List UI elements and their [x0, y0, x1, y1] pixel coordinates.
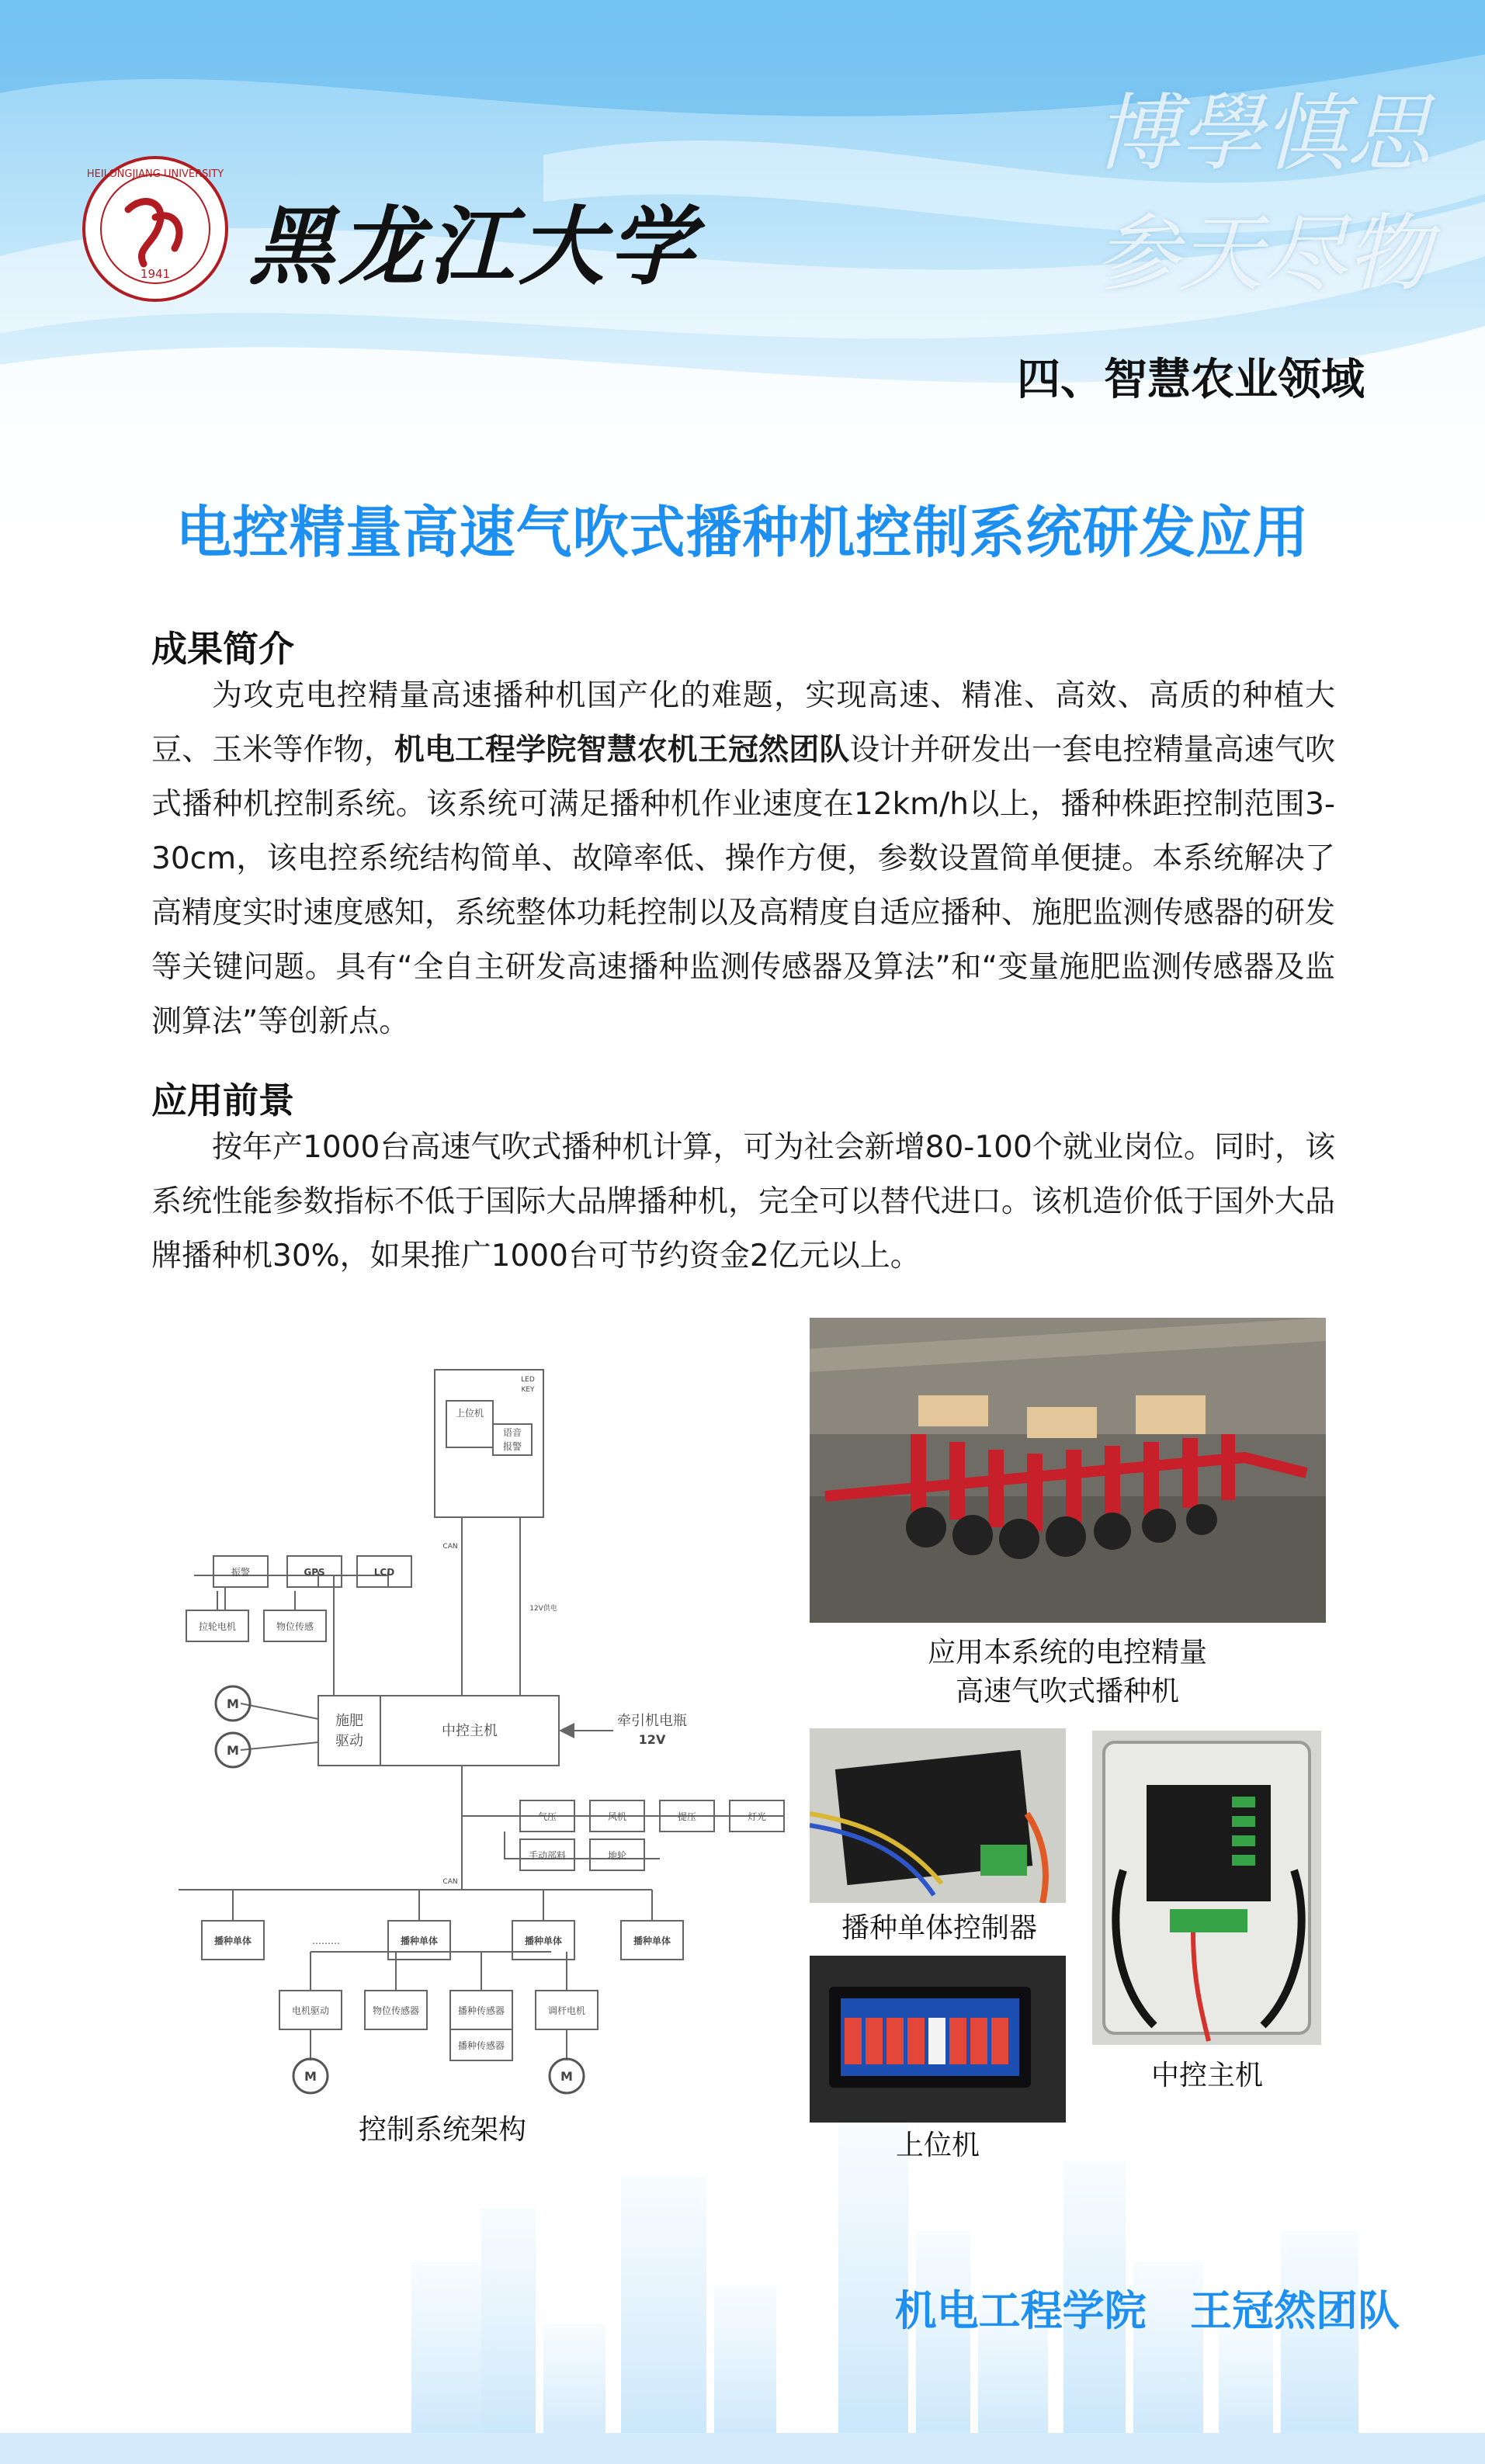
university-motto [1095, 74, 1431, 314]
diagram-seed-motor: 调杆电机 [547, 2005, 586, 2016]
machine-caption-line-1: 应用本系统的电控精量 [927, 1637, 1207, 1669]
university-logo [82, 155, 229, 303]
university-name: 黑龙江大学 [248, 196, 699, 296]
intro-team-highlight: 机电工程学院智慧农机王冠然团队 [394, 733, 850, 768]
diagram-lift: 提压 [677, 1811, 697, 1822]
upper-computer-caption: 上位机 [895, 2130, 980, 2161]
diagram-fert-drive-2: 驱动 [335, 1733, 363, 1749]
diagram-seed-unit: 播种单体 [400, 1936, 439, 1946]
diagram-seed-unit: 播种单体 [633, 1936, 671, 1946]
diagram-buzzer: 振警 [231, 1567, 251, 1578]
diagram-motor-drive: 电机驱动 [291, 2005, 330, 2016]
diagram-wind-pressure: 风机 [607, 1811, 627, 1822]
diagram-main-ctrl: 中控主机 [442, 1723, 498, 1739]
section-tag: 四、智慧农业领域 [1017, 355, 1365, 405]
diagram-motor-m: M [304, 2069, 317, 2084]
diagram-ground-wheel: 地轮 [607, 1850, 627, 1861]
intro-text-before: 为攻克电控精量高速播种机国产化的难题，实现高速、精准、高效、高质的种植大豆、玉米等作物， [151, 678, 1335, 768]
diagram-seed-sensor-2: 播种传感器 [457, 2040, 505, 2051]
machine-caption [862, 1634, 1273, 1711]
diagram-seed-unit: 播种单体 [213, 1936, 252, 1946]
diagram-light: 灯光 [747, 1811, 767, 1822]
main-host-photo [1092, 1731, 1321, 2045]
unit-controller-caption: 播种单体控制器 [841, 1912, 1037, 1944]
diagram-seed-unit: 播种单体 [524, 1936, 563, 1946]
upper-computer-photo [810, 1956, 1066, 2123]
diagram-alarm: 报警 [502, 1441, 522, 1452]
diagram-gps: GPS [304, 1567, 325, 1578]
logo-year: 1941 [140, 267, 171, 281]
diagram-motor-m: M [560, 2069, 573, 2084]
diagram-led: LED [521, 1376, 535, 1384]
diagram-dots: ……… [312, 1936, 340, 1946]
logo-text: HEILONGJIANG UNIVERSITY [86, 168, 224, 180]
prospect-paragraph: 按年产1000台高速气吹式播种机计算，可为社会新增80-100个就业岗位。同时，该系统性能参数指标不低于国际大品牌播种机，完全可以替代进口。该机造价低于国外大品牌播种机30%，如果推广1000台可节约资金2亿元以上。 [151, 1130, 1335, 1274]
diagram-lcd: LCD [373, 1567, 395, 1578]
motto-line-2: 参天尽物 [1095, 206, 1431, 303]
diagram-motor-m: M [227, 1743, 239, 1758]
diagram-seed-sensor-1: 播种传感器 [457, 2005, 505, 2016]
diagram-pos-sensor: 物位传感器 [372, 2005, 420, 2016]
diagram-key: KEY [521, 1386, 535, 1394]
diagram-material-sensor: 物位传感 [276, 1621, 314, 1632]
diagram-tractor-power: 牵引机电瓶 [617, 1713, 687, 1729]
diagram-voltage: 12V [638, 1732, 666, 1747]
control-system-diagram [179, 1362, 792, 2138]
diagram-fert-drive-1: 施肥 [335, 1713, 363, 1729]
page-title: 电控精量高速气吹式播种机控制系统研发应用 [175, 500, 1310, 565]
intro-paragraph [151, 669, 1335, 1049]
diagram-can-top: CAN [442, 1543, 458, 1551]
diagram-voice: 语音 [502, 1427, 522, 1438]
intro-text-after: 设计并研发出一套电控精量高速气吹式播种机控制系统。该系统可满足播种机作业速度在12km/h以上，播种株距控制范围3-30cm，该电控系统结构简单、故障率低、操作方便，参数设置简单便捷。本系统解决了高精度实时速度感知，系统整体功耗控制以及高精度自适应播种、施肥监测传感器的研发等关键问题。具有“全自主研发高速播种监测传感器及算法”和“变量施肥监测传感器及监测算法”等创新点。 [151, 733, 1335, 1039]
diagram-can-bottom: CAN [442, 1878, 458, 1886]
diagram-caption: 控制系统架构 [358, 2114, 526, 2146]
intro-heading: 成果简介 [151, 628, 294, 670]
diagram-manual: 手动部料 [528, 1850, 567, 1861]
main-host-caption: 中控主机 [1150, 2060, 1263, 2091]
diagram-air-pressure: 气压 [537, 1811, 557, 1822]
diagram-fan-motor: 拉轮电机 [198, 1621, 237, 1632]
unit-controller-photo [810, 1728, 1066, 1903]
seeding-machine-photo [810, 1318, 1326, 1623]
prospect-heading: 应用前景 [151, 1080, 294, 1121]
footer-team: 机电工程学院 王冠然团队 [894, 2286, 1400, 2335]
diagram-upper: 上位机 [455, 1408, 484, 1419]
motto-line-1: 博學慎思 [1095, 85, 1431, 182]
diagram-power-12v: 12V供电 [529, 1605, 557, 1613]
machine-caption-line-2: 高速气吹式播种机 [955, 1676, 1179, 1707]
diagram-motor-m: M [227, 1696, 239, 1711]
